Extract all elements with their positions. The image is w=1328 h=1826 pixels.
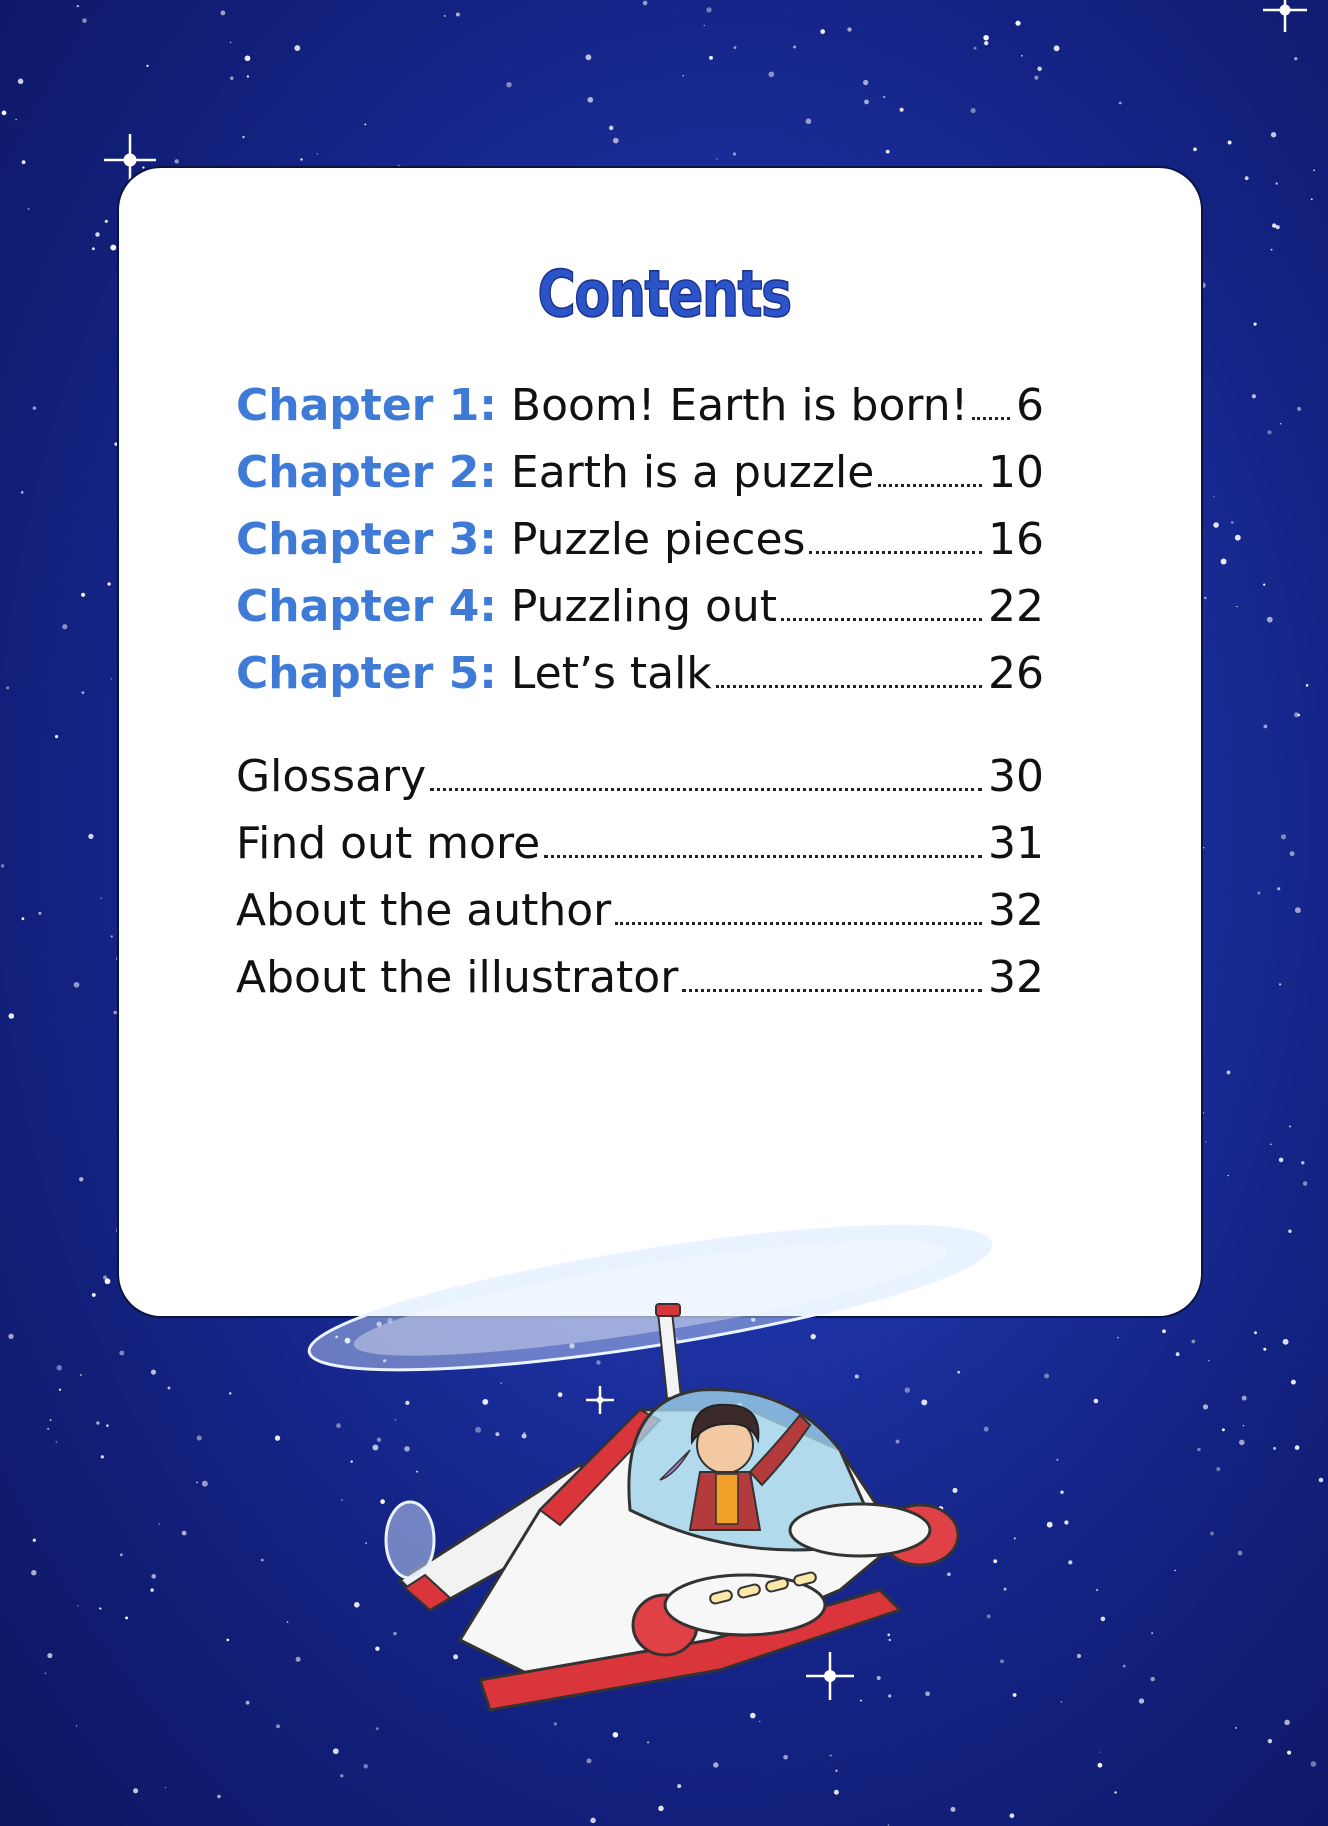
star <box>1294 712 1299 717</box>
star <box>125 1616 128 1619</box>
star <box>1236 606 1237 607</box>
star <box>1279 1158 1284 1163</box>
star <box>1 864 5 868</box>
star <box>1061 1701 1062 1702</box>
star <box>974 47 977 50</box>
star <box>1227 1070 1231 1074</box>
star <box>643 1 648 6</box>
star <box>1267 430 1271 434</box>
star <box>95 232 100 237</box>
star <box>783 1755 788 1760</box>
star <box>1216 1467 1220 1471</box>
star <box>1275 182 1277 184</box>
star <box>1291 1380 1296 1385</box>
star <box>1235 535 1241 541</box>
star <box>586 54 592 60</box>
toc-row-find-out-more <box>236 818 1044 885</box>
star <box>886 150 890 154</box>
dot-leader <box>544 855 982 858</box>
star <box>47 1653 52 1658</box>
star <box>713 1762 718 1767</box>
star <box>1311 1761 1317 1767</box>
star <box>1231 521 1234 524</box>
star <box>77 5 79 7</box>
star <box>1228 1175 1229 1176</box>
star <box>716 158 717 159</box>
star <box>81 593 85 597</box>
star <box>182 1531 187 1536</box>
star <box>1295 907 1301 913</box>
star <box>835 1770 837 1772</box>
star <box>220 10 225 15</box>
star <box>1313 169 1315 171</box>
star <box>1151 1632 1153 1634</box>
page-number: 32 <box>988 885 1044 936</box>
toc-row-chapter-5 <box>236 648 1044 715</box>
star <box>168 1386 171 1389</box>
star <box>1283 1339 1289 1345</box>
star <box>1294 57 1297 60</box>
star <box>1021 55 1023 57</box>
star <box>133 1788 138 1793</box>
star <box>1098 1763 1103 1768</box>
star <box>863 80 868 85</box>
star <box>1162 1329 1166 1333</box>
chapter-label: Chapter 3: <box>236 514 497 565</box>
star <box>983 35 988 40</box>
star <box>1064 1520 1068 1524</box>
star <box>226 1639 229 1642</box>
toc-row-chapter-3 <box>236 514 1044 581</box>
page-number: 31 <box>988 818 1044 869</box>
star <box>613 1732 619 1738</box>
section-gap <box>236 715 1044 751</box>
star <box>1271 249 1273 251</box>
star <box>151 1574 156 1579</box>
star <box>1235 1727 1237 1729</box>
spaceship-illustration <box>280 1210 1040 1730</box>
star <box>1213 522 1219 528</box>
star <box>1094 1399 1099 1404</box>
star <box>1204 597 1206 599</box>
star <box>900 108 904 112</box>
star <box>9 1013 15 1019</box>
star <box>586 1758 591 1763</box>
chapter-label: Chapter 5: <box>236 648 497 699</box>
star <box>1254 323 1257 326</box>
star <box>113 1011 117 1015</box>
star <box>33 406 37 410</box>
star <box>165 1787 167 1789</box>
star <box>1245 176 1249 180</box>
page-number: 16 <box>988 514 1044 565</box>
star <box>300 158 303 161</box>
star <box>1191 1340 1195 1344</box>
star <box>79 1177 83 1181</box>
star <box>1306 684 1309 687</box>
star <box>333 1748 339 1754</box>
star <box>59 1389 61 1391</box>
star <box>99 1607 101 1609</box>
star <box>21 491 24 494</box>
star <box>709 56 713 60</box>
star <box>1263 724 1267 728</box>
star <box>1054 45 1060 51</box>
toc-row-glossary <box>236 751 1044 818</box>
dot-leader <box>781 618 982 621</box>
star <box>159 1523 161 1525</box>
star <box>88 834 93 839</box>
star <box>1015 21 1020 26</box>
dot-leader <box>878 484 982 487</box>
star <box>1037 67 1042 72</box>
star <box>1284 1720 1290 1726</box>
dot-leader <box>430 788 982 791</box>
chapter-title: Earth is a puzzle <box>510 447 875 498</box>
star <box>18 79 24 85</box>
star <box>587 97 593 103</box>
star <box>1319 1478 1324 1483</box>
star <box>806 118 812 124</box>
star <box>114 442 117 445</box>
star <box>101 1455 104 1458</box>
star <box>77 1605 78 1606</box>
page-number: 30 <box>988 751 1044 802</box>
star <box>456 12 460 16</box>
star <box>1239 1440 1245 1446</box>
star <box>951 1807 956 1812</box>
star <box>706 7 711 12</box>
star <box>1174 1570 1175 1571</box>
star <box>1263 1348 1266 1351</box>
star <box>1287 1751 1291 1755</box>
star <box>1243 1425 1245 1427</box>
star <box>847 27 851 31</box>
star <box>1268 1739 1272 1743</box>
star <box>363 1764 368 1769</box>
star <box>1272 223 1276 227</box>
star <box>1288 1230 1291 1233</box>
star <box>175 159 179 163</box>
star <box>1311 198 1313 200</box>
star <box>1290 851 1295 856</box>
star <box>1010 1813 1015 1818</box>
dot-leader <box>716 685 982 688</box>
star <box>1203 847 1204 848</box>
dot-leader <box>615 922 982 925</box>
tail-rotor <box>386 1502 434 1578</box>
star <box>151 1370 156 1375</box>
star <box>1273 1447 1276 1450</box>
star <box>613 138 619 144</box>
star <box>1101 1617 1106 1622</box>
star <box>1213 496 1215 498</box>
star <box>444 15 446 17</box>
star <box>1297 407 1301 411</box>
star <box>110 245 116 251</box>
star <box>1096 1589 1098 1591</box>
star <box>1228 141 1232 145</box>
star <box>590 1818 595 1823</box>
star <box>92 247 95 250</box>
star <box>1222 1428 1225 1431</box>
page-number: 26 <box>988 648 1044 699</box>
star <box>1242 1396 1247 1401</box>
star <box>294 45 300 51</box>
star <box>864 99 869 104</box>
page-number: 6 <box>1016 380 1044 431</box>
toc-row-about-illustrator <box>236 952 1044 1019</box>
star <box>107 582 110 585</box>
star <box>1208 1360 1209 1361</box>
star <box>106 1424 109 1427</box>
star <box>733 152 736 155</box>
star <box>76 1725 77 1726</box>
star <box>55 1441 57 1443</box>
star <box>1271 132 1276 137</box>
star <box>230 42 231 43</box>
star <box>1258 892 1261 895</box>
star <box>92 1293 96 1297</box>
star <box>150 1588 153 1591</box>
star <box>1060 1491 1063 1494</box>
star <box>1068 1560 1072 1564</box>
star <box>100 898 101 899</box>
star <box>38 912 41 915</box>
star <box>81 691 84 694</box>
star <box>247 75 249 77</box>
star <box>1277 887 1280 890</box>
chapter-title: Puzzle pieces <box>510 514 806 565</box>
entry-title: Glossary <box>236 751 427 802</box>
entry-title: About the author <box>236 885 612 936</box>
star <box>830 1755 832 1757</box>
star <box>1047 1522 1053 1528</box>
star <box>1203 1404 1208 1409</box>
star <box>1254 1331 1257 1334</box>
star <box>984 41 988 45</box>
star <box>1100 1752 1101 1753</box>
page-number: 22 <box>988 581 1044 632</box>
sparkle-star <box>1263 0 1307 32</box>
star <box>120 1553 123 1556</box>
star <box>22 917 25 920</box>
page-title: Contents <box>537 258 791 332</box>
star <box>1210 1532 1214 1536</box>
star <box>6 686 9 689</box>
page-number: 10 <box>988 447 1044 498</box>
entry-title: About the illustrator <box>236 952 679 1003</box>
star <box>2 111 7 116</box>
star <box>1056 1459 1058 1461</box>
entry-title: Find out more <box>236 818 541 869</box>
star <box>734 46 737 49</box>
chapter-label: Chapter 4: <box>236 581 497 632</box>
star <box>22 160 26 164</box>
star <box>340 1774 343 1777</box>
star <box>74 982 80 988</box>
star <box>1139 1698 1144 1703</box>
star <box>793 46 796 49</box>
toc-row-about-author <box>236 885 1044 952</box>
star <box>202 1481 208 1487</box>
star <box>80 1374 82 1376</box>
star <box>1203 1112 1204 1113</box>
star <box>1176 1352 1180 1356</box>
star <box>1205 1141 1206 1142</box>
star <box>1119 102 1122 105</box>
star <box>111 935 113 937</box>
star <box>1263 584 1265 586</box>
star <box>1252 394 1256 398</box>
star <box>242 136 245 139</box>
dot-leader <box>972 417 1010 420</box>
star <box>8 1334 13 1339</box>
star <box>768 71 774 77</box>
star <box>245 55 251 61</box>
star <box>105 1278 111 1284</box>
dot-leader <box>809 551 982 554</box>
toc-row-chapter-2 <box>236 447 1044 514</box>
star <box>1077 1654 1081 1658</box>
star <box>261 1559 264 1562</box>
chapter-title: Boom! Earth is born! <box>510 380 969 431</box>
star <box>1303 1181 1307 1185</box>
toc-row-chapter-1 <box>236 380 1044 447</box>
star <box>45 1673 47 1675</box>
star <box>57 1365 63 1371</box>
dot-leader <box>682 989 982 992</box>
toc-row-chapter-4 <box>236 581 1044 648</box>
star <box>246 1701 250 1705</box>
star <box>1279 983 1281 985</box>
star <box>677 1784 681 1788</box>
star <box>146 65 148 67</box>
star <box>119 1351 124 1356</box>
chapter-label: Chapter 2: <box>236 447 497 498</box>
star <box>142 166 144 168</box>
star <box>1301 1161 1304 1164</box>
star <box>31 1570 36 1575</box>
star <box>364 123 366 125</box>
star <box>1289 1125 1291 1127</box>
star <box>105 220 108 223</box>
star <box>1123 1665 1126 1668</box>
star <box>62 624 67 629</box>
star <box>33 1539 36 1542</box>
star <box>1193 147 1197 151</box>
star <box>609 126 613 130</box>
star <box>50 1419 52 1421</box>
star <box>1280 423 1282 425</box>
star <box>820 29 825 34</box>
star <box>1295 1445 1300 1450</box>
star <box>1117 1337 1119 1339</box>
star <box>317 153 319 155</box>
star <box>883 96 885 98</box>
chapter-label: Chapter 1: <box>236 380 497 431</box>
star <box>1270 1144 1272 1146</box>
star <box>55 735 58 738</box>
star <box>15 119 17 121</box>
star <box>82 18 87 23</box>
star <box>647 1741 649 1743</box>
star <box>506 82 512 88</box>
star <box>27 208 29 210</box>
star <box>971 108 976 113</box>
star <box>683 75 684 76</box>
chapter-title: Let’s talk <box>510 648 712 699</box>
star <box>1150 1677 1154 1681</box>
table-of-contents <box>236 380 1044 1019</box>
star <box>1114 1791 1116 1793</box>
star <box>1221 559 1227 565</box>
star <box>229 1392 232 1395</box>
star <box>230 77 233 80</box>
chapter-title: Puzzling out <box>510 581 778 632</box>
star <box>1281 834 1286 839</box>
star <box>96 1421 99 1424</box>
star <box>111 678 113 680</box>
star <box>217 1795 221 1799</box>
star <box>1044 1373 1049 1378</box>
star <box>658 1806 664 1812</box>
star <box>197 1435 202 1440</box>
star <box>1034 76 1038 80</box>
star <box>834 1790 839 1795</box>
star <box>196 1482 198 1484</box>
star <box>704 25 705 26</box>
star <box>1267 617 1273 623</box>
page-number: 32 <box>988 952 1044 1003</box>
star <box>1238 1551 1243 1556</box>
star <box>47 1428 49 1430</box>
star <box>1197 1448 1200 1451</box>
